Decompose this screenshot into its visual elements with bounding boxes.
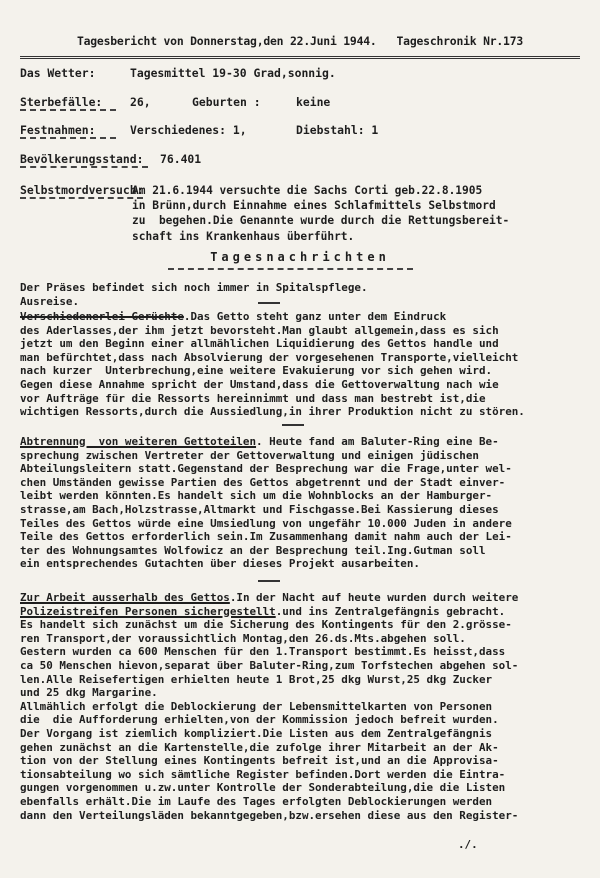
deaths-label: Sterbefälle: [20, 95, 116, 111]
text-line: Gegen diese Annahme spricht der Umstand,dass die Gettoverwaltung nach wie [20, 377, 499, 391]
text-line: Abteilungsleitern statt.Gegenstand der Besprechung war die Frage,unter wel- [20, 462, 512, 476]
suicide-line: zu begehen.Die Genannte wurde durch die Rettungsbereit- [132, 214, 510, 228]
text-line: sprechung zwischen Vertreter der Gettoverwaltung und einigen jüdischen [20, 448, 479, 462]
ausreise-heading: Ausreise. [20, 294, 80, 308]
text-line: vor Aufträge für die Ressorts hereinnimmt und dass man bestrebt ist,die [20, 391, 486, 405]
arbeit-heading: Zur Arbeit ausserhalb des Gettos [20, 591, 230, 604]
abtrennung-heading: Abtrennung von weiteren Gettoteilen [20, 435, 257, 448]
population-value: 76.401 [160, 152, 202, 166]
weather-row [20, 66, 336, 80]
suicide-label-row [20, 183, 143, 197]
text-line: len.Alle Reisefertigen erhielten heute 1 Brot,25 dkg Wurst,25 dkg Zucker [20, 672, 493, 686]
arbeit-first-line: Zur Arbeit ausserhalb des Gettos.In der Nacht auf heute wurden durch weitere [20, 591, 519, 604]
deaths-row [20, 95, 330, 111]
text-line: strasse,am Bach,Holzstrasse,Altmarkt und Fischgasse.Bei Kassierung dieses [20, 502, 499, 516]
text-line: ebenfalls erhält.Die im Laufe des Tages erfolgten Deblockierungen werden [20, 794, 493, 808]
header-double-rule [20, 56, 580, 59]
weather-value: Tagesmittel 19-30 Grad,sonnig. [130, 66, 336, 80]
suicide-line: in Brünn,durch Einnahme eines Schlafmittels Selbstmord [132, 199, 496, 213]
suicide-line: Am 21.6.1944 versuchte die Sachs Corti geb.22.8.1905 [132, 184, 483, 197]
text-line: man befürchtet,dass nach Absolvierung der vorgesehenen Transporte,vielleicht [20, 350, 519, 364]
text-line: und 25 dkg Margarine. [20, 686, 158, 700]
text-line: Es handelt sich zunächst um die Sicherung des Kontingents für den 2.grösse- [20, 618, 512, 632]
report-header: Tagesbericht von Donnerstag,den 22.Juni 1944. Tageschronik Nr.173 [76, 34, 524, 48]
text-line: ein entsprechendes Gutachten über dieses Projekt ausarbeiten. [20, 557, 420, 571]
misc-value: Verschiedenes: 1, [130, 123, 247, 137]
praeses-paragraph [20, 281, 590, 308]
text-line: Gestern wurden ca 600 Menschen für den 1.Transport bestimmt.Es heisst,dass [20, 645, 506, 659]
arbeit-second-line: Polizeistreifen Personen sichergestellt.und ins Zentralgefängnis gebracht. [20, 604, 506, 618]
suicide-text [132, 183, 509, 244]
births-label: Geburten : [192, 95, 261, 109]
text-line: nach kurzer Unterbrechung,eine weitere Evakuierung vor sich gehen wird. [20, 364, 493, 378]
text-line: gungen vorgenommen u.zw.unter Kontrolle der Sonderabteilung,die die Listen [20, 781, 506, 795]
births-value: keine [296, 95, 331, 109]
text-line: des Aderlasses,der ihm jetzt bevorsteht.Man glaubt allgemein,dass es sich [20, 323, 499, 337]
text-line: dann den Verteilungsläden bekanntgegeben,bzw.ersehen diese aus den Register- [20, 808, 519, 822]
text-line: leibt werden könnten.Es handelt sich um die Wohnblocks an der Hamburger- [20, 489, 493, 503]
arrests-row [20, 123, 378, 139]
text-line: Der Vorgang ist ziemlich kompliziert.Die Listen aus dem Zentralgefängnis [20, 726, 493, 740]
text-line: Teiles des Gettos würde eine Umsiedlung von ungefähr 10.000 Juden in andere [20, 516, 512, 530]
population-label: Bevölkerungsstand: [20, 152, 148, 168]
abtrennung-paragraph [20, 435, 590, 571]
text-line: ren Transport,der voraussichtlich Montag,den 26.ds.Mts.abgehen soll. [20, 631, 466, 645]
page-continue-mark: ./. [458, 838, 478, 851]
abtrennung-first-line: Abtrennung von weiteren Gettoteilen. Heute fand am Baluter-Ring eine Be- [20, 435, 499, 448]
text-line: gehen zunächst an die Kartenstelle,die zufolge ihrer Mitarbeit an der Ak- [20, 740, 499, 754]
separator-mark [258, 302, 280, 304]
arbeit-paragraph [20, 591, 590, 822]
suicide-line: schaft ins Krankenhaus überführt. [132, 229, 355, 243]
text-line: chen Umständen gewisse Partien des Gettos abgetrennt und der Stadt einver- [20, 475, 506, 489]
suicide-label: Selbstmordversuch: [20, 183, 144, 197]
ausreise-first-line: Verschiedenerlei Gerüchte.Das Getto steht ganz unter dem Eindruck [20, 310, 447, 323]
struck-text: Verschiedenerlei Gerüchte [20, 310, 184, 323]
text-line: Allmählich erfolgt die Deblockierung der Lebensmittelkarten von Personen [20, 699, 493, 713]
separator-mark [258, 580, 280, 582]
text-line: jetzt um den Beginn einer allmählichen Liquidierung des Gettos handle und [20, 337, 499, 351]
section-title-underline [168, 268, 413, 270]
separator-mark [282, 424, 304, 426]
text-line: tionsabteilung wo sich sämtliche Register befinden.Dort werden die Eintra- [20, 767, 506, 781]
theft-value: Diebstahl: 1 [296, 123, 379, 137]
text-line: wichtigen Ressorts,durch die Aussiedlung,in ihrer Produktion nicht zu stören. [20, 405, 525, 419]
section-title: Tagesnachrichten [210, 250, 390, 264]
ausreise-paragraph [20, 310, 590, 419]
praeses-line: Der Präses befindet sich noch immer in Spitalspflege. [20, 281, 368, 294]
weather-label: Das Wetter: [20, 66, 96, 80]
text-line: tion von der Stellung eines Kontingents befreit ist,und an die Approvisa- [20, 754, 499, 768]
text-line: ter des Wohnungsamtes Wolfowicz an der Besprechung teil.Ing.Gutman soll [20, 543, 486, 557]
arrests-label: Festnahmen: [20, 123, 116, 139]
text-line: Teile des Gettos erforderlich sein.Im Zusammenhang damit nahm auch der Lei- [20, 530, 512, 544]
text-line: ca 50 Menschen hievon,separat über Baluter-Ring,zum Torfstechen abgehen sol- [20, 658, 519, 672]
text-line: die die Aufforderung erhielten,von der Kommission jedoch befreit wurden. [20, 713, 499, 727]
deaths-value: 26, [130, 95, 151, 109]
population-row [20, 152, 201, 168]
